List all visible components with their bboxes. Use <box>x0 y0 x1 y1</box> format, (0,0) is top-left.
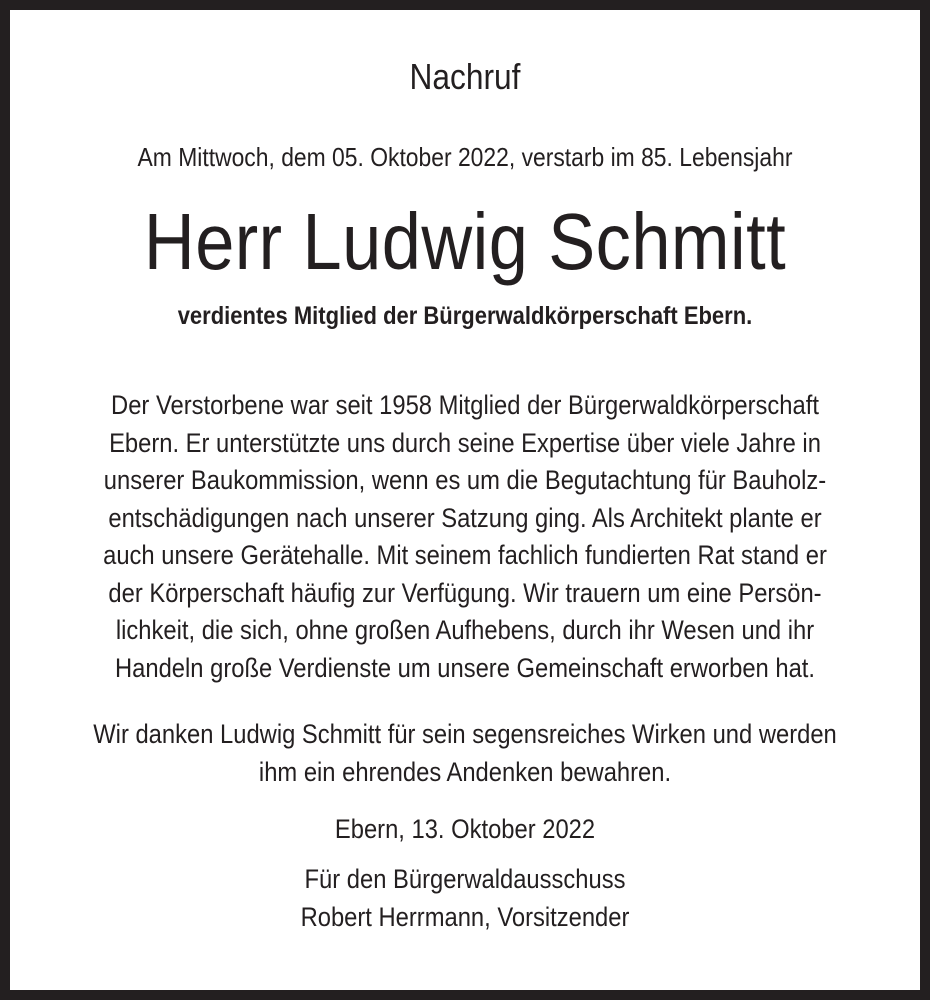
text-line: lichkeit, die sich, ohne großen Aufhebens, durch ihr Wesen und ihr <box>115 615 815 645</box>
signature <box>56 861 874 936</box>
place-date: Ebern, 13. Oktober 2022 <box>334 814 596 844</box>
text-line: auch unsere Gerätehalle. Mit seinem fachlich fundierten Rat stand er <box>103 540 827 570</box>
text-line: ihm ein ehrendes Andenken bewahren. <box>258 756 672 787</box>
deceased-name: Herr Ludwig Schmitt <box>143 197 787 286</box>
paragraph-2 <box>56 716 874 791</box>
text-line: Ebern. Er unterstützte uns durch seine Expertise über viele Jahre in <box>109 427 821 458</box>
role-line: verdientes Mitglied der Bürgerwaldkörperschaft Ebern. <box>177 302 753 330</box>
signature-line: Für den Bürgerwaldausschuss <box>304 864 626 894</box>
text-line: entschädigungen nach unserer Satzung ging. Als Architekt plante er <box>108 502 822 533</box>
heading: Nachruf <box>409 56 521 97</box>
text-line: Der Verstorbene war seit 1958 Mitglied der Bürgerwaldkörperschaft <box>111 390 819 420</box>
intro-line: Am Mittwoch, dem 05. Oktober 2022, verstarb im 85. Lebensjahr <box>137 142 793 172</box>
text-line: Wir danken Ludwig Schmitt für sein segensreiches Wirken und werden <box>93 719 837 749</box>
text-line: der Körperschaft häufig zur Verfügung. Wir trauern um eine Persön- <box>108 577 822 608</box>
signature-line: Robert Herrmann, Vorsitzender <box>300 901 630 932</box>
paragraph-1 <box>56 387 874 687</box>
text-line: Handeln große Verdienste um unsere Gemeinschaft erworben hat. <box>114 652 815 683</box>
text-line: unserer Baukommission, wenn es um die Begutachtung für Bauholz- <box>103 465 827 495</box>
